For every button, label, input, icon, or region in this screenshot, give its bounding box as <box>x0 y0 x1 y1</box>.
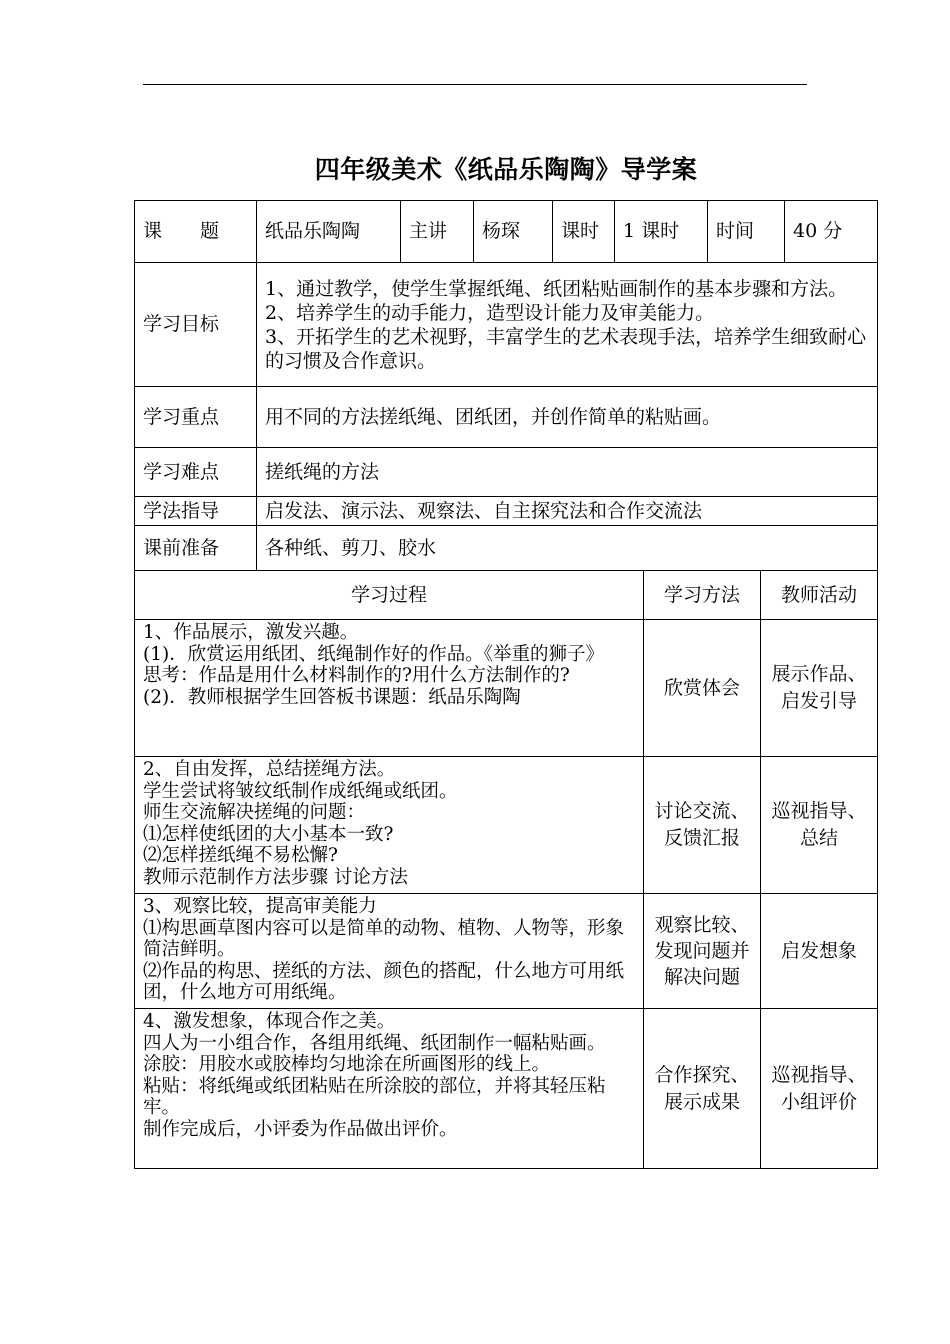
method-step-4: 合作探究、展示成果 <box>644 1009 761 1169</box>
lecturer-label: 主讲 <box>401 201 474 263</box>
difficulty-row <box>135 448 878 497</box>
teacher-step-2: 巡视指导、总结 <box>761 757 878 894</box>
preparation-label: 课前准备 <box>135 526 257 571</box>
header-rule <box>143 84 807 85</box>
period-label: 课时 <box>553 201 615 263</box>
process-row <box>135 757 878 894</box>
method-guide-value: 启发法、演示法、观察法、自主探究法和合作交流法 <box>257 497 878 526</box>
process-row <box>135 894 878 1009</box>
goal-label: 学习目标 <box>135 263 257 387</box>
goal-row <box>135 263 878 387</box>
method-step-1: 欣赏体会 <box>644 620 761 757</box>
key-point-label: 学习重点 <box>135 387 257 448</box>
page-title: 四年级美术《纸品乐陶陶》导学案 <box>314 155 698 184</box>
method-step-2: 讨论交流、反馈汇报 <box>644 757 761 894</box>
method-guide-row <box>135 497 878 526</box>
info-row <box>135 201 878 263</box>
key-point-value: 用不同的方法搓纸绳、团纸团，并创作简单的粘贴画。 <box>257 387 878 448</box>
info-table <box>134 200 878 571</box>
teacher-step-1: 展示作品、启发引导 <box>761 620 878 757</box>
topic-label: 课 题 <box>135 201 257 263</box>
process-header: 学习过程 <box>135 571 644 620</box>
process-header-row <box>135 571 878 620</box>
difficulty-label: 学习难点 <box>135 448 257 497</box>
teacher-step-4: 巡视指导、小组评价 <box>761 1009 878 1169</box>
preparation-row <box>135 526 878 571</box>
teacher-step-3: 启发想象 <box>761 894 878 1009</box>
process-step-1: 1、作品展示，激发兴趣。 (1)．欣赏运用纸团、纸绳制作好的作品。《举重的狮子》 思考：作品是用什么材料制作的?用什么方法制作的? (2)．教师根据学生回答板书课题：纸品乐陶陶 <box>135 620 644 757</box>
teacher-header: 教师活动 <box>761 571 878 620</box>
time-value: 40 分 <box>785 201 878 263</box>
period-value: 1 课时 <box>615 201 708 263</box>
lecturer-value: 杨琛 <box>474 201 553 263</box>
method-step-3: 观察比较、发现问题并解决问题 <box>644 894 761 1009</box>
process-step-4: 4、激发想象，体现合作之美。 四人为一小组合作，各组用纸绳、纸团制作一幅粘贴画。 涂胶：用胶水或胶棒均匀地涂在所画图形的线上。 粘贴：将纸绳或纸团粘贴在所涂胶的部位，并将其轻压粘牢。 制作完成后，小评委为作品做出评价。 <box>135 1009 644 1169</box>
time-label: 时间 <box>708 201 785 263</box>
preparation-value: 各种纸、剪刀、胶水 <box>257 526 878 571</box>
method-guide-label: 学法指导 <box>135 497 257 526</box>
topic-value: 纸品乐陶陶 <box>257 201 401 263</box>
difficulty-value: 搓纸绳的方法 <box>257 448 878 497</box>
key-point-row <box>135 387 878 448</box>
process-step-3: 3、观察比较，提高审美能力 ⑴构思画草图内容可以是简单的动物、植物、人物等，形象简洁鲜明。 ⑵作品的构思、搓纸的方法、颜色的搭配，什么地方可用纸团，什么地方可用纸绳。 <box>135 894 644 1009</box>
goal-value: 1、通过教学，使学生掌握纸绳、纸团粘贴画制作的基本步骤和方法。 2、培养学生的动手能力，造型设计能力及审美能力。 3、开拓学生的艺术视野，丰富学生的艺术表现手法，培养学生细致耐心的习惯及合作意识。 <box>257 263 878 387</box>
process-step-2: 2、自由发挥，总结搓绳方法。 学生尝试将皱纹纸制作成纸绳或纸团。 师生交流解决搓绳的问题： ⑴怎样使纸团的大小基本一致? ⑵怎样搓纸绳不易松懈? 教师示范制作方法步骤 讨论方法 <box>135 757 644 894</box>
process-row <box>135 620 878 757</box>
method-header: 学习方法 <box>644 571 761 620</box>
process-table <box>134 570 878 1169</box>
process-row <box>135 1009 878 1169</box>
